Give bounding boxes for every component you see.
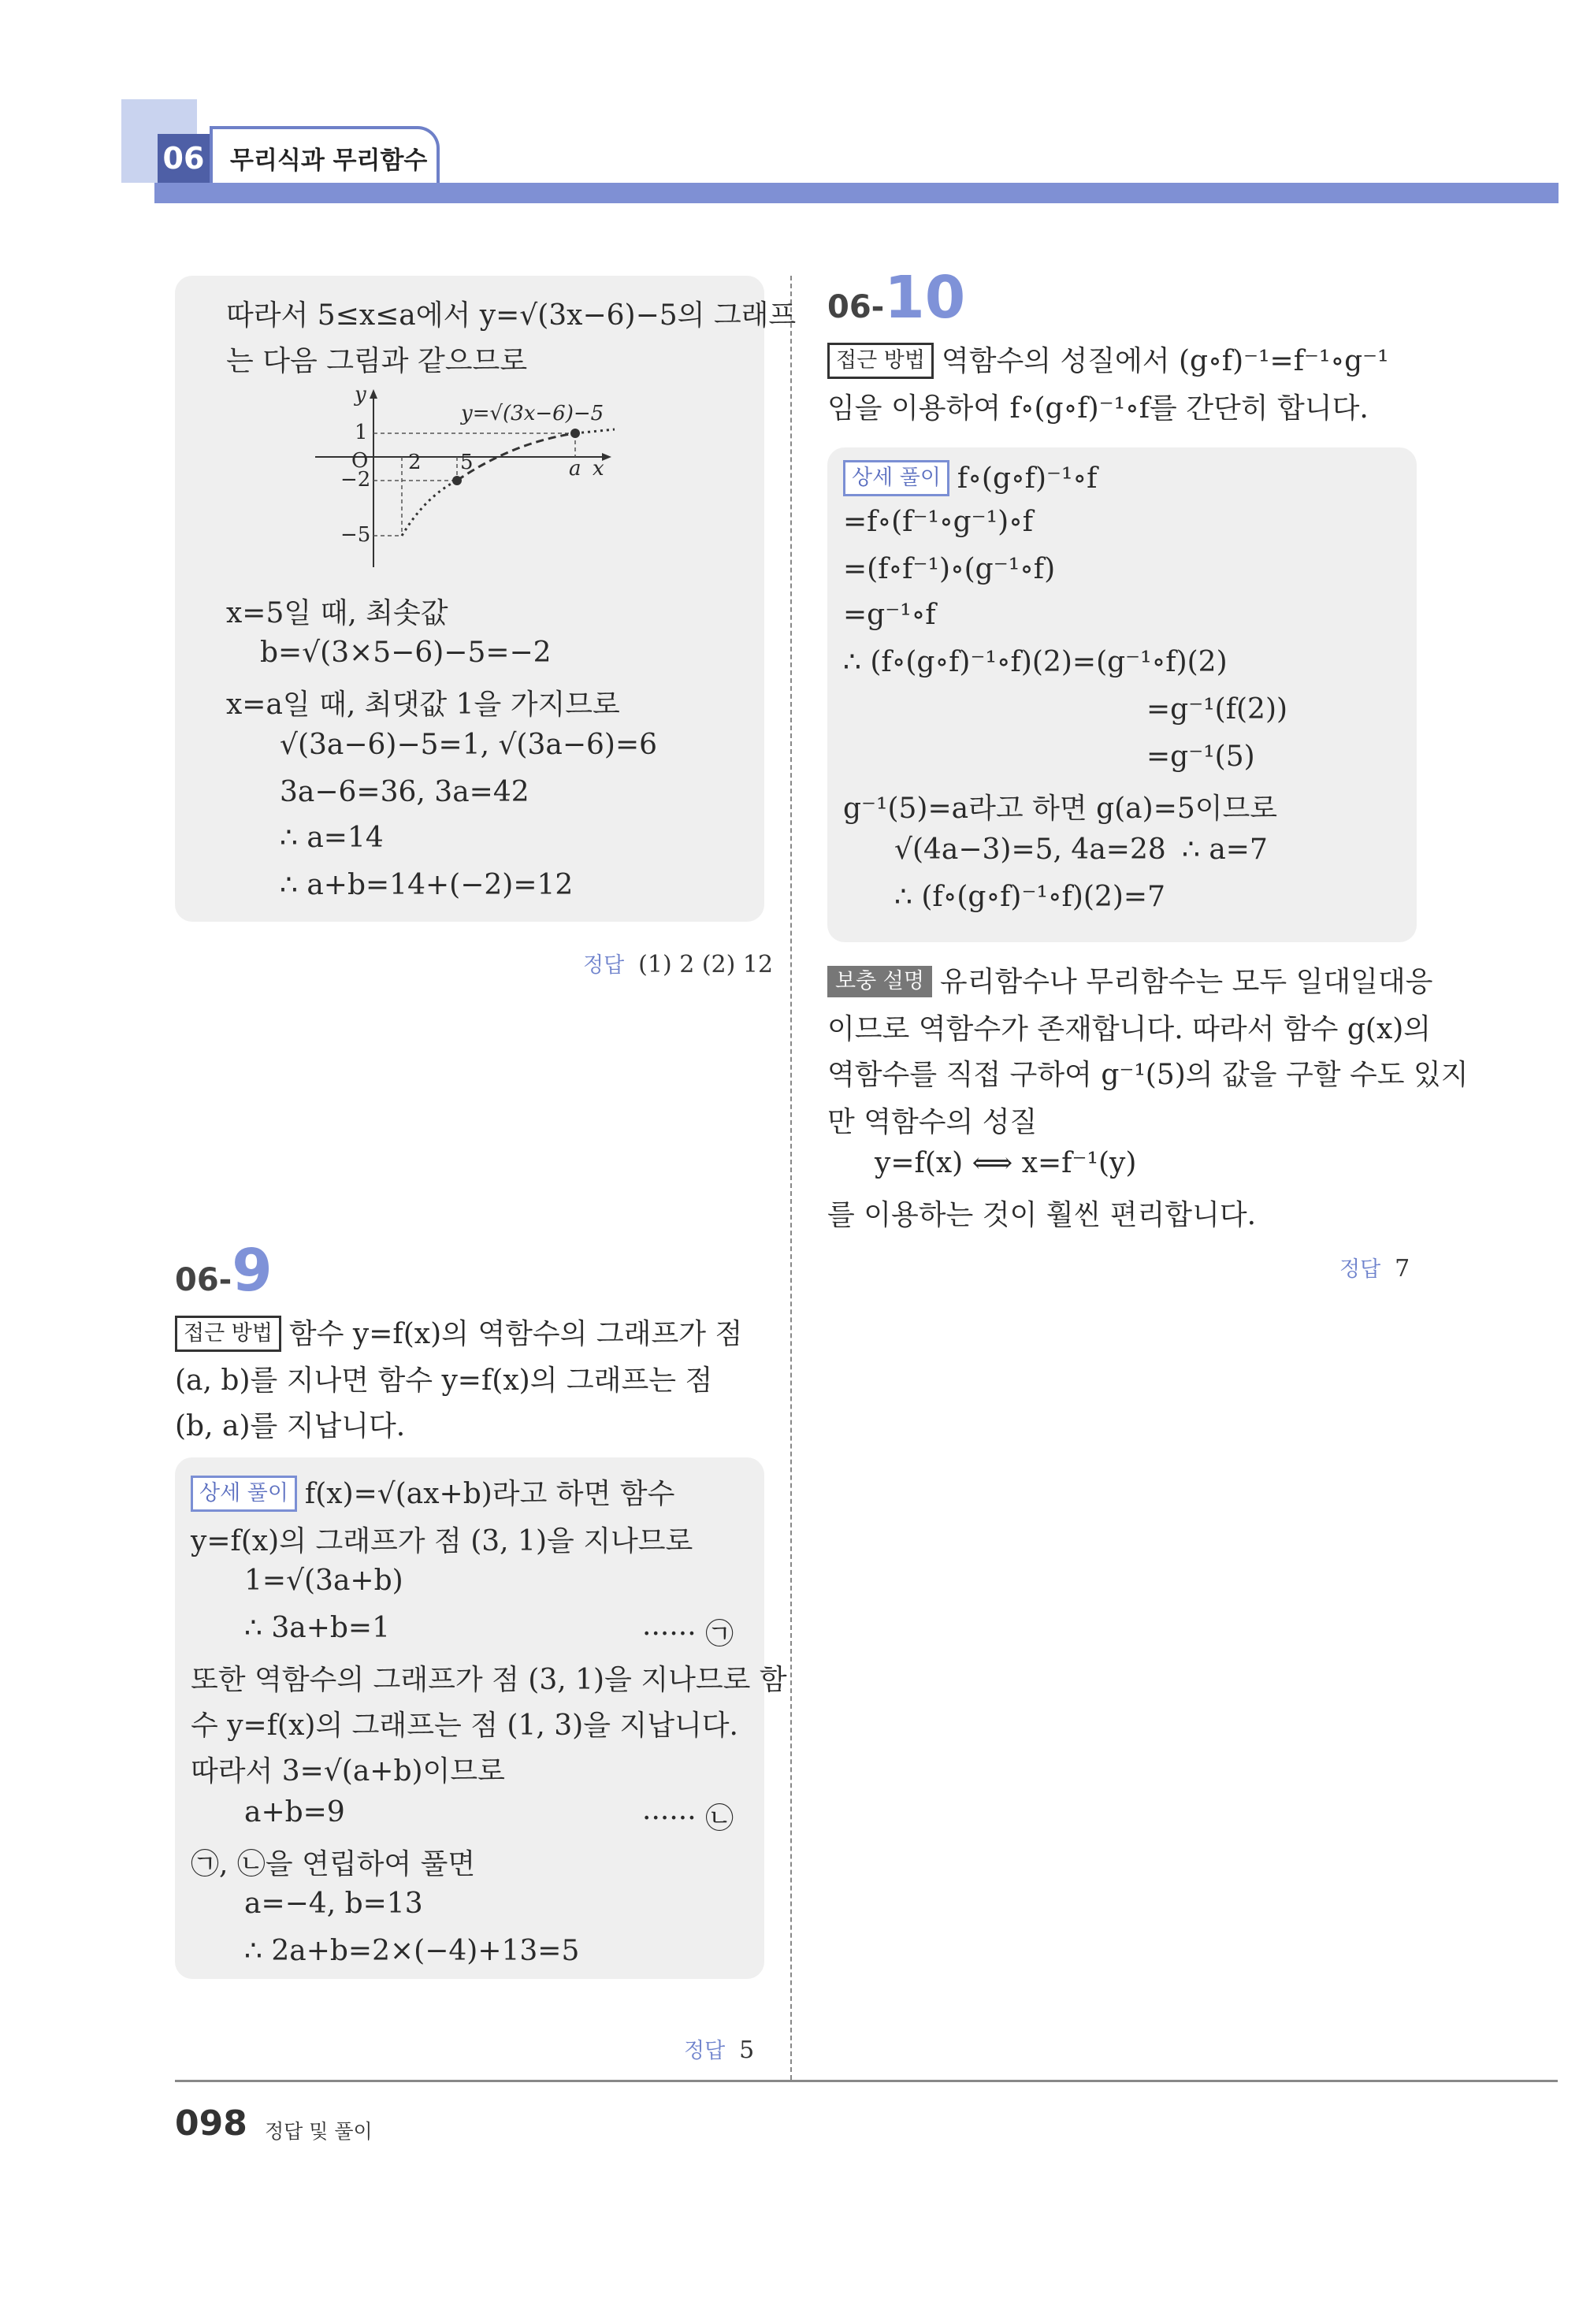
sol9-line-6: 수 y=f(x)의 그래프는 점 (1, 3)을 지납니다. [191, 1710, 738, 1742]
sol9-tag-1: ······ ㉠ [642, 1618, 734, 1650]
sol10-line-7: =g⁻¹(5) [1146, 741, 1255, 773]
footer-page-number: 098 [175, 2103, 247, 2144]
sol9-line-5: 또한 역함수의 그래프가 점 (3, 1)을 지나므로 함 [191, 1664, 787, 1696]
sol10-line-4: =g⁻¹∘f [843, 599, 936, 631]
sol9-line-9: ㉠, ㉡을 연립하여 풀면 [191, 1848, 476, 1880]
sol8-line-2: b=√(3×5−6)−5=−2 [260, 637, 552, 669]
sol8-line-3: x=a일 때, 최댓값 1을 가지므로 [226, 689, 620, 721]
sol10-line-3: =(f∘f⁻¹)∘(g⁻¹∘f) [843, 553, 1056, 585]
sol10-line-6: =g⁻¹(f(2)) [1146, 693, 1288, 726]
extra-10-line-6: 를 이용하는 것이 훨씬 편리합니다. [827, 1199, 1257, 1231]
chapter-number: 06 [158, 134, 210, 183]
extra-10-line-4: 만 역함수의 성질 [827, 1106, 1038, 1138]
sol10-line-9b: ∴ a=7 [1182, 833, 1268, 866]
graph-tick-y-neg2: −2 [340, 468, 371, 492]
intro-line-2: 는 다음 그림과 같으므로 [226, 345, 528, 377]
sol9-line-2: y=f(x)의 그래프가 점 (3, 1)을 지나므로 [191, 1525, 693, 1557]
problem-9-heading [175, 1237, 273, 1305]
approach-text: 역함수의 성질에서 (g∘f)⁻¹=f⁻¹∘g⁻¹ [941, 345, 1389, 377]
graph-x-axis-label: x [593, 457, 604, 481]
header-bar [154, 183, 1559, 203]
extra-badge: 보충 설명 [827, 966, 932, 997]
sol8-line-7: ∴ a+b=14+(−2)=12 [280, 869, 574, 901]
graph-origin-label: O [351, 449, 369, 473]
answer-10 [1339, 1251, 1410, 1283]
solution-text: f∘(g∘f)⁻¹∘f [957, 462, 1098, 495]
column-divider [790, 276, 792, 2080]
approach-badge: 접근 방법 [827, 343, 934, 379]
problem-10-heading [827, 264, 965, 332]
sol10-line-8: g⁻¹(5)=a라고 하면 g(a)=5이므로 [843, 793, 1278, 825]
footer-rule [175, 2080, 1558, 2082]
intro-line-1: 따라서 5≤x≤a에서 y=√(3x−6)−5의 그래프 [226, 299, 797, 332]
graph-tick-y-neg5: −5 [340, 523, 371, 547]
problem-prefix: 06- [827, 289, 885, 325]
graph-curve-label: y=√(3x−6)−5 [461, 402, 604, 425]
sol9-line-1 [191, 1472, 674, 1512]
sol10-line-10: ∴ (f∘(g∘f)⁻¹∘f)(2)=7 [894, 881, 1165, 913]
chapter-title: 무리식과 무리함수 [230, 147, 428, 175]
graph-tick-x-a: a [569, 457, 581, 481]
solution-badge: 상세 풀이 [191, 1476, 297, 1512]
sol8-line-4: √(3a−6)−5=1, √(3a−6)=6 [280, 729, 658, 761]
graph-tick-x-2: 2 [408, 451, 422, 474]
approach-10-line-2: 임을 이용하여 f∘(g∘f)⁻¹∘f를 간단히 합니다. [827, 392, 1369, 425]
approach-9-line-1 [175, 1312, 742, 1352]
sol9-line-8: a+b=9 [244, 1796, 345, 1828]
solution-badge: 상세 풀이 [843, 460, 949, 496]
problem-number: 10 [884, 264, 966, 332]
extra-10-line-5: y=f(x) ⟺ x=f⁻¹(y) [875, 1147, 1137, 1179]
extra-text: 유리함수나 무리함수는 모두 일대일대응 [939, 966, 1433, 998]
approach-9-line-2: (a, b)를 지나면 함수 y=f(x)의 그래프는 점 [175, 1364, 713, 1397]
problem-number: 9 [232, 1237, 273, 1305]
sol9-line-10: a=−4, b=13 [244, 1888, 423, 1920]
answer-value: 7 [1395, 1255, 1410, 1283]
sol8-line-5: 3a−6=36, 3a=42 [280, 776, 529, 808]
answer-label: 정답 [1339, 1257, 1381, 1282]
sol10-line-1 [843, 460, 1097, 496]
answer-label: 정답 [684, 2039, 726, 2063]
sol9-line-11: ∴ 2a+b=2×(−4)+13=5 [244, 1935, 580, 1967]
sol10-line-9: √(4a−3)=5, 4a=28 [894, 833, 1166, 866]
approach-badge: 접근 방법 [175, 1316, 281, 1352]
problem-prefix: 06- [175, 1262, 232, 1298]
sol8-line-6: ∴ a=14 [280, 822, 384, 854]
sol9-line-7: 따라서 3=√(a+b)이므로 [191, 1755, 505, 1788]
extra-10-line-2: 이므로 역함수가 존재합니다. 따라서 함수 g(x)의 [827, 1013, 1432, 1045]
sol8-line-1: x=5일 때, 최솟값 [226, 597, 448, 629]
footer-section: 정답 및 풀이 [265, 2120, 373, 2143]
graph-y-axis-label: y [355, 383, 366, 407]
answer-value: 5 [739, 2036, 755, 2064]
extra-10-line-1 [827, 960, 1432, 1000]
sol9-line-4: ∴ 3a+b=1 [244, 1612, 390, 1644]
sol10-line-5: ∴ (f∘(g∘f)⁻¹∘f)(2)=(g⁻¹∘f)(2) [843, 646, 1228, 678]
graph-tick-x-5: 5 [460, 451, 474, 474]
approach-10-line-1 [827, 339, 1389, 379]
answer-label: 정답 [583, 953, 625, 978]
approach-text: 함수 y=f(x)의 역함수의 그래프가 점 [288, 1318, 743, 1350]
sol9-line-3: 1=√(3a+b) [244, 1565, 403, 1597]
solution-text: f(x)=√(ax+b)라고 하면 함수 [304, 1478, 675, 1510]
answer-9 [684, 2033, 754, 2065]
answer-8 [583, 947, 773, 979]
approach-9-line-3: (b, a)를 지납니다. [175, 1410, 406, 1442]
sol9-tag-2: ······ ㉡ [642, 1802, 734, 1835]
answer-value: (1) 2 (2) 12 [638, 951, 774, 978]
extra-10-line-3: 역함수를 직접 구하여 g⁻¹(5)의 값을 구할 수도 있지 [827, 1059, 1469, 1091]
graph-tick-y-1: 1 [355, 421, 368, 444]
sol10-line-2: =f∘(f⁻¹∘g⁻¹)∘f [843, 506, 1034, 538]
